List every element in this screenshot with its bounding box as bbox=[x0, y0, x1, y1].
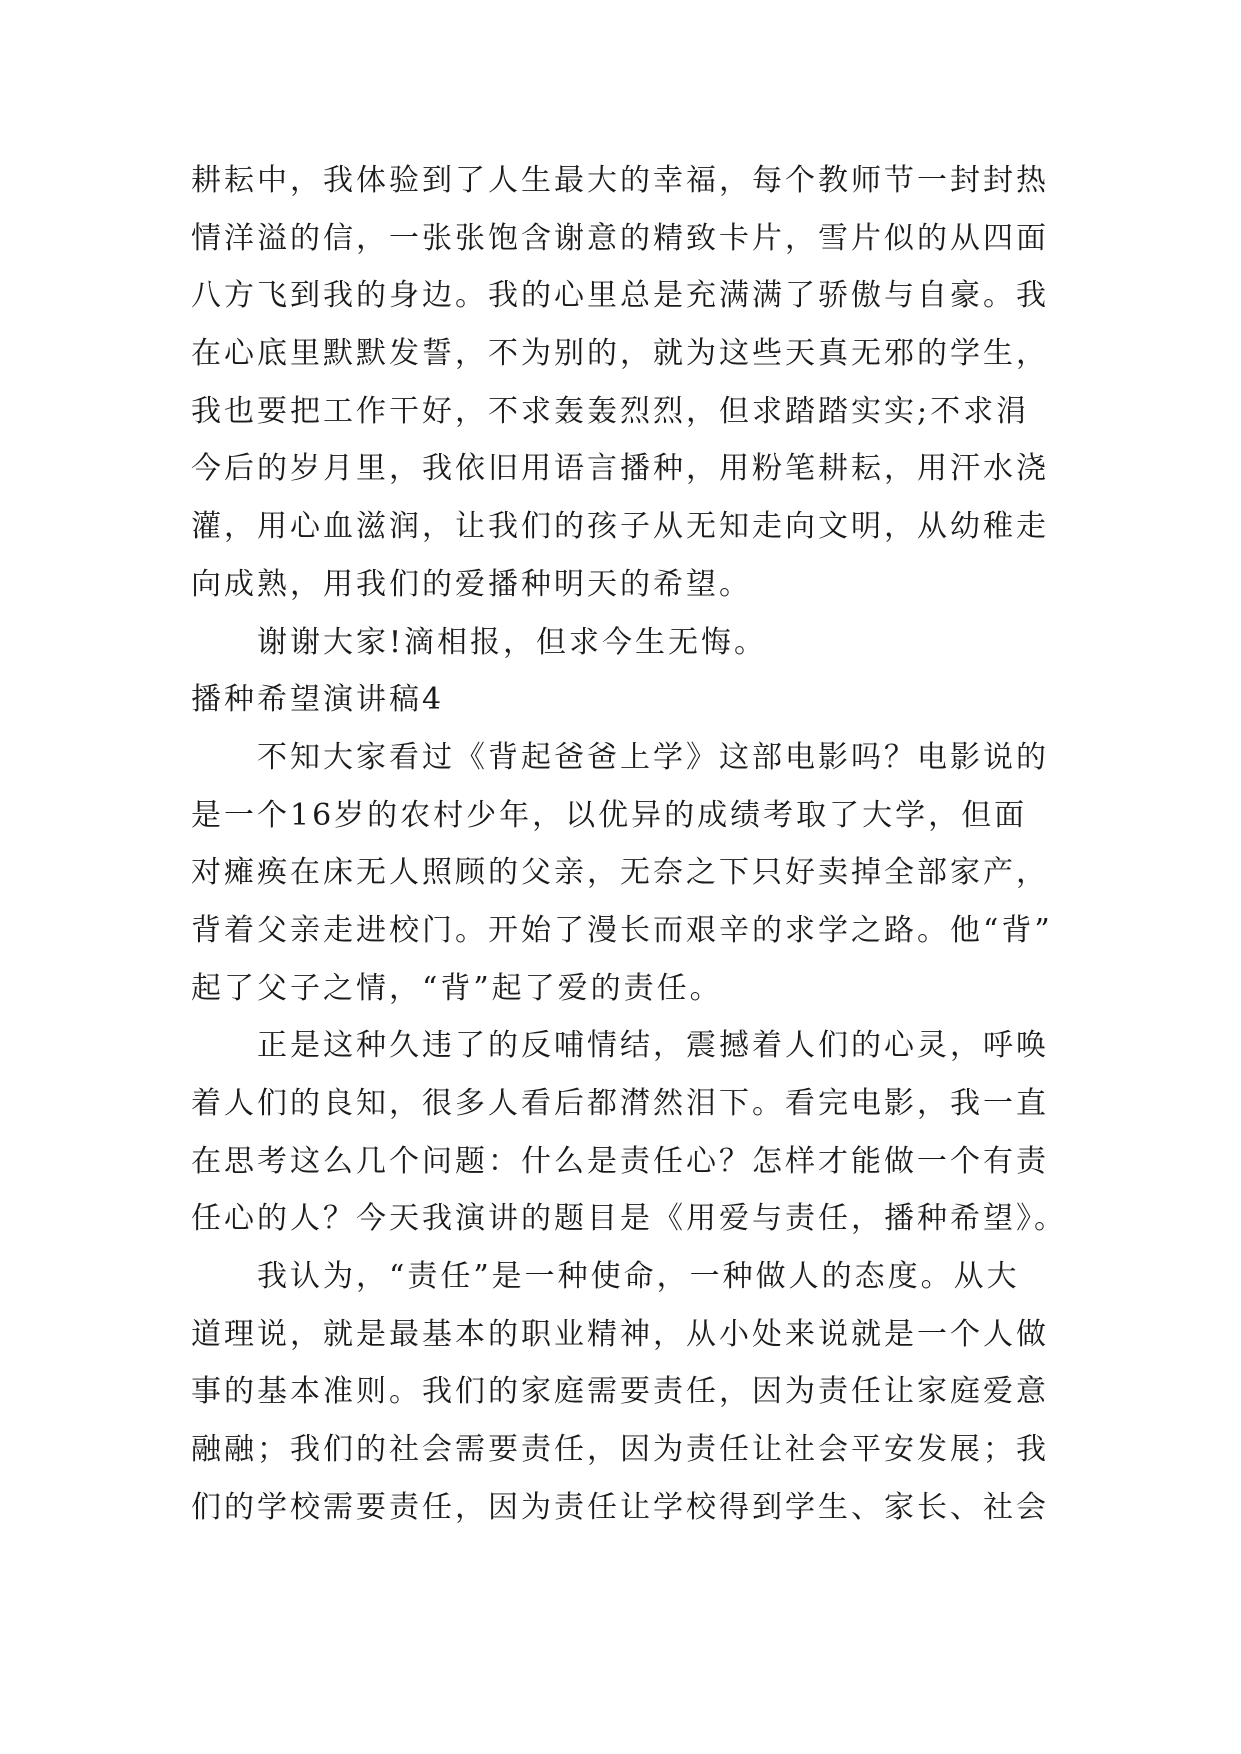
text-line: 耕耘中，我体验到了人生最大的幸福，每个教师节一封封热 bbox=[191, 163, 1049, 198]
text-line: 我也要把工作干好，不求轰轰烈烈，但求踏踏实实;不求涓 bbox=[191, 393, 1030, 429]
text-line: 在思考这么几个问题：什么是责任心？怎样才能做一个有责 bbox=[191, 1143, 1049, 1179]
text-line: 播种希望演讲稿4 bbox=[191, 682, 445, 718]
text-line: 八方飞到我的身边。我的心里总是充满满了骄傲与自豪。我 bbox=[191, 278, 1049, 314]
text-line: 起了父子之情，“背”起了爱的责任。 bbox=[191, 970, 723, 1006]
text-line: 今后的岁月里，我依旧用语言播种，用粉笔耕耘，用汗水浇 bbox=[191, 451, 1049, 487]
text-line: 对瘫痪在床无人照顾的父亲，无奈之下只好卖掉全部家产， bbox=[191, 855, 1049, 891]
text-line: 着人们的良知，很多人看后都潸然泪下。看完电影，我一直 bbox=[191, 1086, 1049, 1121]
text-line: 我认为，“责任”是一种使命，一种做人的态度。从大 bbox=[257, 1259, 1020, 1295]
document-body bbox=[191, 152, 1067, 1537]
text-line: 道理说，就是最基本的职业精神，从小处来说就是一个人做 bbox=[191, 1316, 1049, 1352]
text-line: 融融；我们的社会需要责任，因为责任让社会平安发展；我 bbox=[191, 1432, 1049, 1468]
text-line: 是一个16岁的农村少年，以优异的成绩考取了大学，但面 bbox=[191, 797, 1028, 833]
text-line: 事的基本准则。我们的家庭需要责任，因为责任让家庭爱意 bbox=[191, 1374, 1049, 1410]
text-line: 们的学校需要责任，因为责任让学校得到学生、家长、社会 bbox=[191, 1489, 1049, 1525]
text-line: 向成熟，用我们的爱播种明天的希望。 bbox=[191, 566, 752, 602]
text-line: 谢谢大家!滴相报，但求今生无悔。 bbox=[257, 624, 768, 660]
text-line: 正是这种久违了的反哺情结，震撼着人们的心灵，呼唤 bbox=[257, 1028, 1049, 1064]
text-line: 不知大家看过《背起爸爸上学》这部电影吗？电影说的 bbox=[257, 739, 1049, 775]
text-line: 情洋溢的信，一张张饱含谢意的精致卡片，雪片似的从四面 bbox=[191, 220, 1049, 256]
text-line: 在心底里默默发誓，不为别的，就为这些天真无邪的学生， bbox=[191, 336, 1049, 372]
text-line: 背着父亲走进校门。开始了漫长而艰辛的求学之路。他“背” bbox=[191, 912, 1053, 948]
text-line: 任心的人？今天我演讲的题目是《用爱与责任，播种希望》。 bbox=[191, 1201, 1067, 1237]
text-line: 灌，用心血滋润，让我们的孩子从无知走向文明，从幼稚走 bbox=[191, 509, 1049, 545]
